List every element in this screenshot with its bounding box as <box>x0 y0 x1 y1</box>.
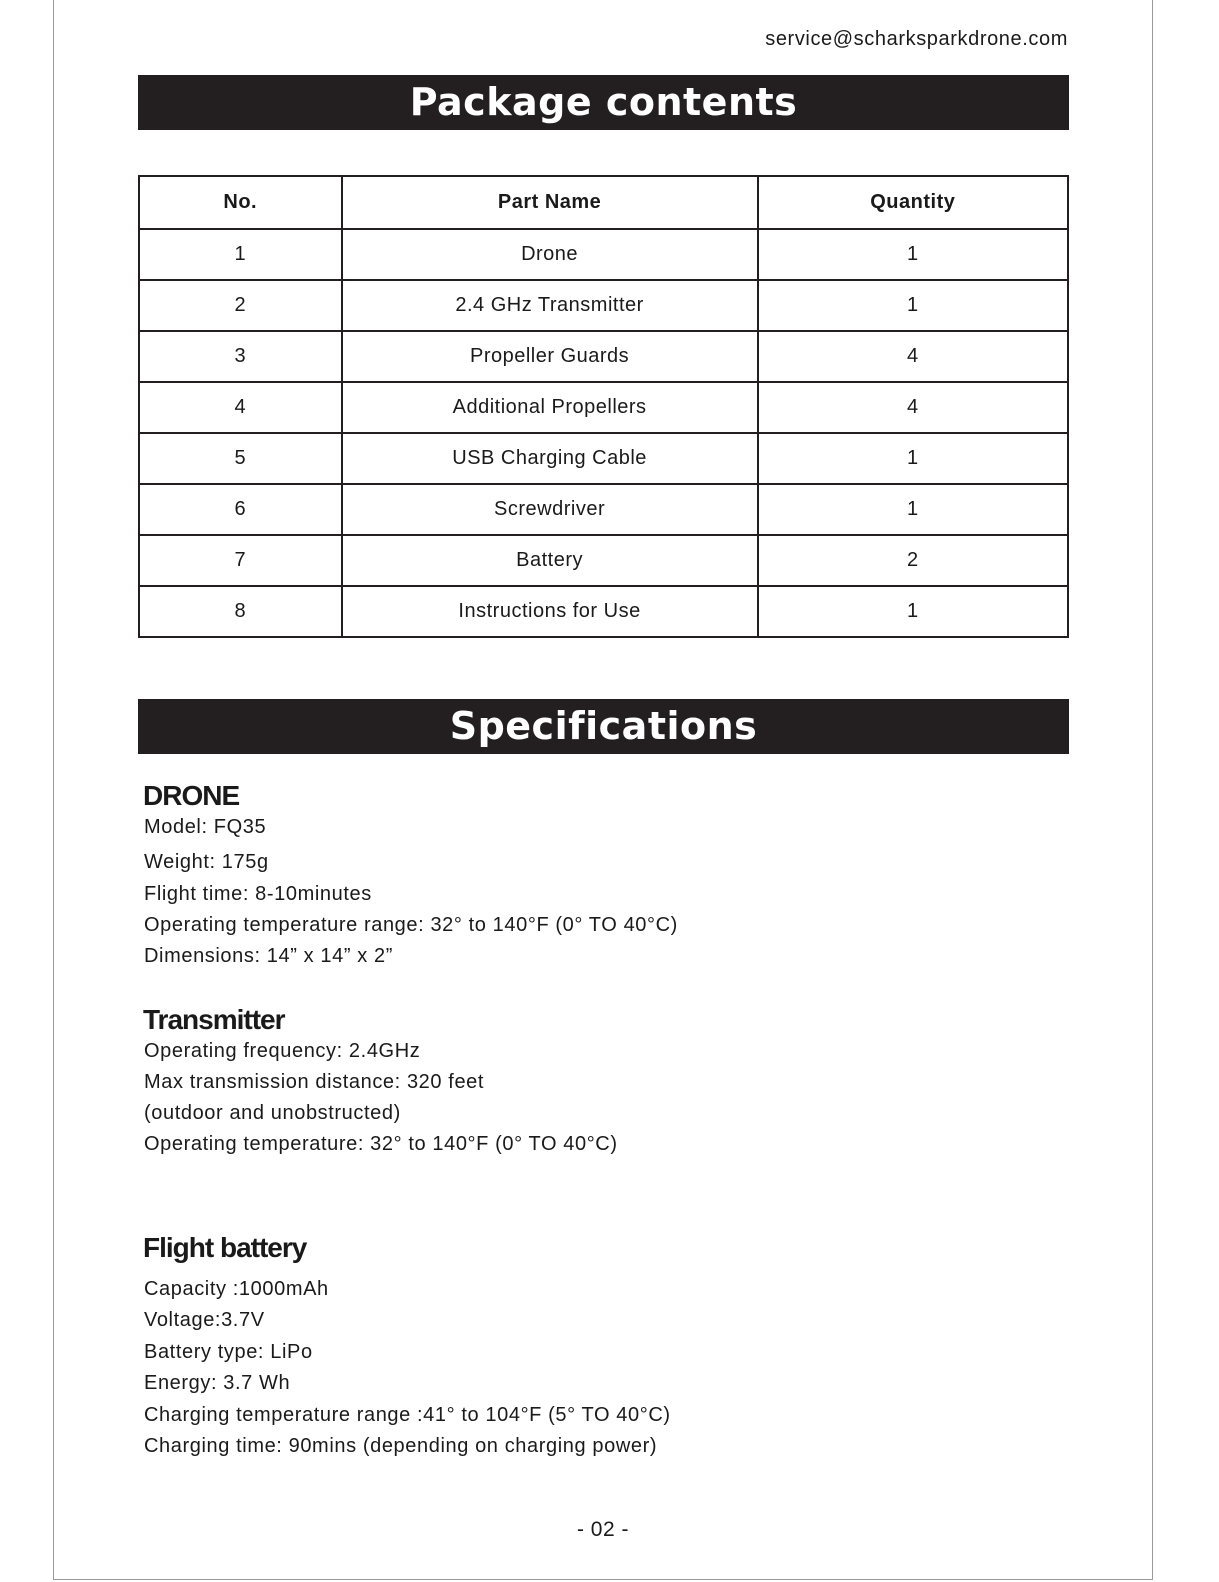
package-contents-title: Package contents <box>138 75 1069 130</box>
row-quantity: 1 <box>758 586 1068 637</box>
row-part-name: 2.4 GHz Transmitter <box>342 280 758 331</box>
battery-spec-capacity: Capacity :1000mAh <box>144 1278 329 1300</box>
row-quantity: 4 <box>758 382 1068 433</box>
row-no: 6 <box>139 484 342 535</box>
column-header-quantity: Quantity <box>758 176 1068 229</box>
table-header-row <box>139 176 1068 229</box>
row-no: 5 <box>139 433 342 484</box>
drone-spec-flight-time: Flight time: 8-10minutes <box>144 883 372 905</box>
package-contents-table <box>138 175 1069 638</box>
page-number: - 02 - <box>576 1518 629 1541</box>
drone-spec-model: Model: FQ35 <box>144 816 267 838</box>
row-quantity: 1 <box>758 280 1068 331</box>
row-no: 3 <box>139 331 342 382</box>
row-quantity: 4 <box>758 331 1068 382</box>
table-row <box>139 280 1068 331</box>
row-part-name: Screwdriver <box>342 484 758 535</box>
row-part-name: Drone <box>342 229 758 280</box>
transmitter-spec-frequency: Operating frequency: 2.4GHz <box>144 1040 421 1062</box>
battery-heading: Flight battery <box>143 1232 307 1263</box>
row-no: 4 <box>139 382 342 433</box>
battery-spec-voltage: Voltage:3.7V <box>144 1309 265 1331</box>
transmitter-spec-distance-note: (outdoor and unobstructed) <box>144 1102 401 1124</box>
table-row <box>139 433 1068 484</box>
battery-spec-charging-time: Charging time: 90mins (depending on charging power) <box>144 1435 658 1457</box>
table-row <box>139 484 1068 535</box>
transmitter-heading: Transmitter <box>143 1004 285 1035</box>
column-header-no: No. <box>139 176 342 229</box>
table-row <box>139 331 1068 382</box>
row-no: 2 <box>139 280 342 331</box>
row-quantity: 1 <box>758 433 1068 484</box>
contact-email: service@scharksparkdrone.com <box>765 28 1068 50</box>
row-part-name: Additional Propellers <box>342 382 758 433</box>
drone-spec-operating-temperature: Operating temperature range: 32° to 140°F (0° TO 40°C) <box>144 914 678 936</box>
table-row <box>139 229 1068 280</box>
table-row <box>139 382 1068 433</box>
row-quantity: 1 <box>758 484 1068 535</box>
row-no: 7 <box>139 535 342 586</box>
drone-spec-weight: Weight: 175g <box>144 851 269 873</box>
row-quantity: 1 <box>758 229 1068 280</box>
row-part-name: Instructions for Use <box>342 586 758 637</box>
table-row <box>139 586 1068 637</box>
row-part-name: Propeller Guards <box>342 331 758 382</box>
drone-spec-dimensions: Dimensions: 14” x 14” x 2” <box>144 945 394 967</box>
transmitter-spec-distance: Max transmission distance: 320 feet <box>144 1071 485 1093</box>
drone-heading: DRONE <box>143 780 240 811</box>
battery-spec-type: Battery type: LiPo <box>144 1341 313 1363</box>
column-header-part-name: Part Name <box>342 176 758 229</box>
battery-spec-charging-temperature: Charging temperature range :41° to 104°F (5° TO 40°C) <box>144 1404 671 1426</box>
row-no: 1 <box>139 229 342 280</box>
specifications-title: Specifications <box>138 699 1069 754</box>
row-quantity: 2 <box>758 535 1068 586</box>
battery-spec-energy: Energy: 3.7 Wh <box>144 1372 291 1394</box>
row-part-name: Battery <box>342 535 758 586</box>
table-row <box>139 535 1068 586</box>
row-part-name: USB Charging Cable <box>342 433 758 484</box>
row-no: 8 <box>139 586 342 637</box>
transmitter-spec-operating-temperature: Operating temperature: 32° to 140°F (0° TO 40°C) <box>144 1133 618 1155</box>
